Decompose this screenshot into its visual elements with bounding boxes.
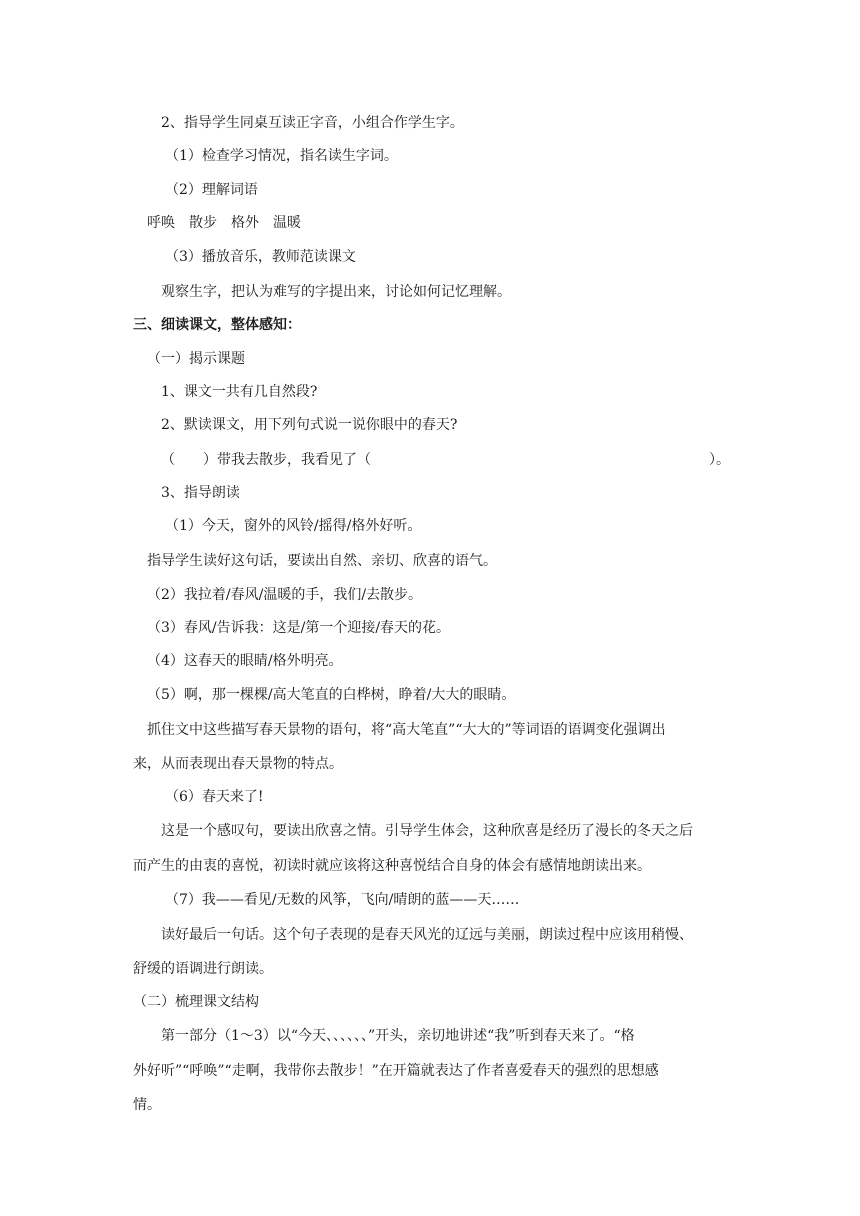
word-list: 呼唤 散步 格外 温暖 (147, 215, 301, 231)
reading-3: （3）春风/告诉我：这是/第一个迎接/春天的花。 (147, 620, 451, 636)
subsection-2: （二）梳理课文结构 (133, 994, 259, 1010)
reading-6: （6）春天来了! (165, 789, 264, 805)
item-2: （2）理解词语 (165, 182, 258, 198)
item-3: （3）播放音乐，教师范读课文 (165, 249, 356, 265)
sentence-pattern-start: （ ）带我去散步，我看见了（ (161, 452, 371, 468)
section-heading-3: 三、细读课文，整体感知： (133, 317, 301, 333)
reading-5: （5）啊，那一棵棵/高大笔直的白桦树，睁着/大大的眼睛。 (147, 687, 516, 703)
reading-1-note: 指导学生读好这句话，要读出自然、亲切、欣喜的语气。 (147, 553, 497, 569)
subsection-1: （一）揭示课题 (147, 351, 245, 367)
paragraph-1-line-1: 抓住文中这些描写春天景物的语句，将“高大笔直”“大大的”等词语的语调变化强调出 (147, 722, 666, 738)
paragraph-2-line-2: 而产生的由衷的喜悦，初读时就应该将这种喜悦结合自身的体会有感情地朗读出来。 (133, 858, 651, 874)
question-3: 3、指导朗读 (161, 485, 240, 501)
sentence-pattern-end: ）。 (709, 452, 730, 468)
reading-2: （2）我拉着/春风/温暖的手，我们/去散步。 (147, 587, 423, 603)
item-1: （1）检查学习情况，指名读生字词。 (165, 148, 398, 164)
reading-1: （1）今天，窗外的风铃/摇得/格外好听。 (165, 518, 422, 534)
paragraph-3-line-1: 读好最后一句话。这个句子表现的是春天风光的辽远与美丽，朗读过程中应该用稍慢、 (161, 927, 693, 943)
paragraph-2-line-1: 这是一个感叹句，要读出欣喜之情。引导学生体会，这种欣喜是经历了漫长的冬天之后 (161, 823, 693, 839)
question-1: 1、课文一共有几自然段? (161, 384, 318, 400)
observe-paragraph: 观察生字，把认为难写的字提出来，讨论如何记忆理解。 (161, 284, 511, 300)
question-2: 2、默读课文，用下列句式说一说你眼中的春天? (161, 417, 458, 433)
paragraph-1-line-2: 来，从而表现出春天景物的特点。 (133, 756, 343, 772)
paragraph-4-line-2: 外好听”“呼唤”“走啊，我带你去散步！”在开篇就表达了作者喜爱春天的强烈的思想感 (133, 1063, 659, 1079)
paragraph-3-line-2: 舒缓的语调进行朗读。 (133, 961, 273, 977)
reading-7: （7）我——看见/无数的风筝，飞向/晴朗的蓝——天…… (165, 892, 520, 908)
paragraph-4-line-1: 第一部分（1～3）以“今天、、、、、、”开头，亲切地讲述“我”听到春天来了。“格 (161, 1028, 635, 1044)
reading-4: （4）这春天的眼睛/格外明亮。 (147, 653, 343, 669)
paragraph-4-line-3: 情。 (133, 1097, 161, 1113)
step-2: 2、指导学生同桌互读正字音，小组合作学生字。 (161, 115, 464, 131)
